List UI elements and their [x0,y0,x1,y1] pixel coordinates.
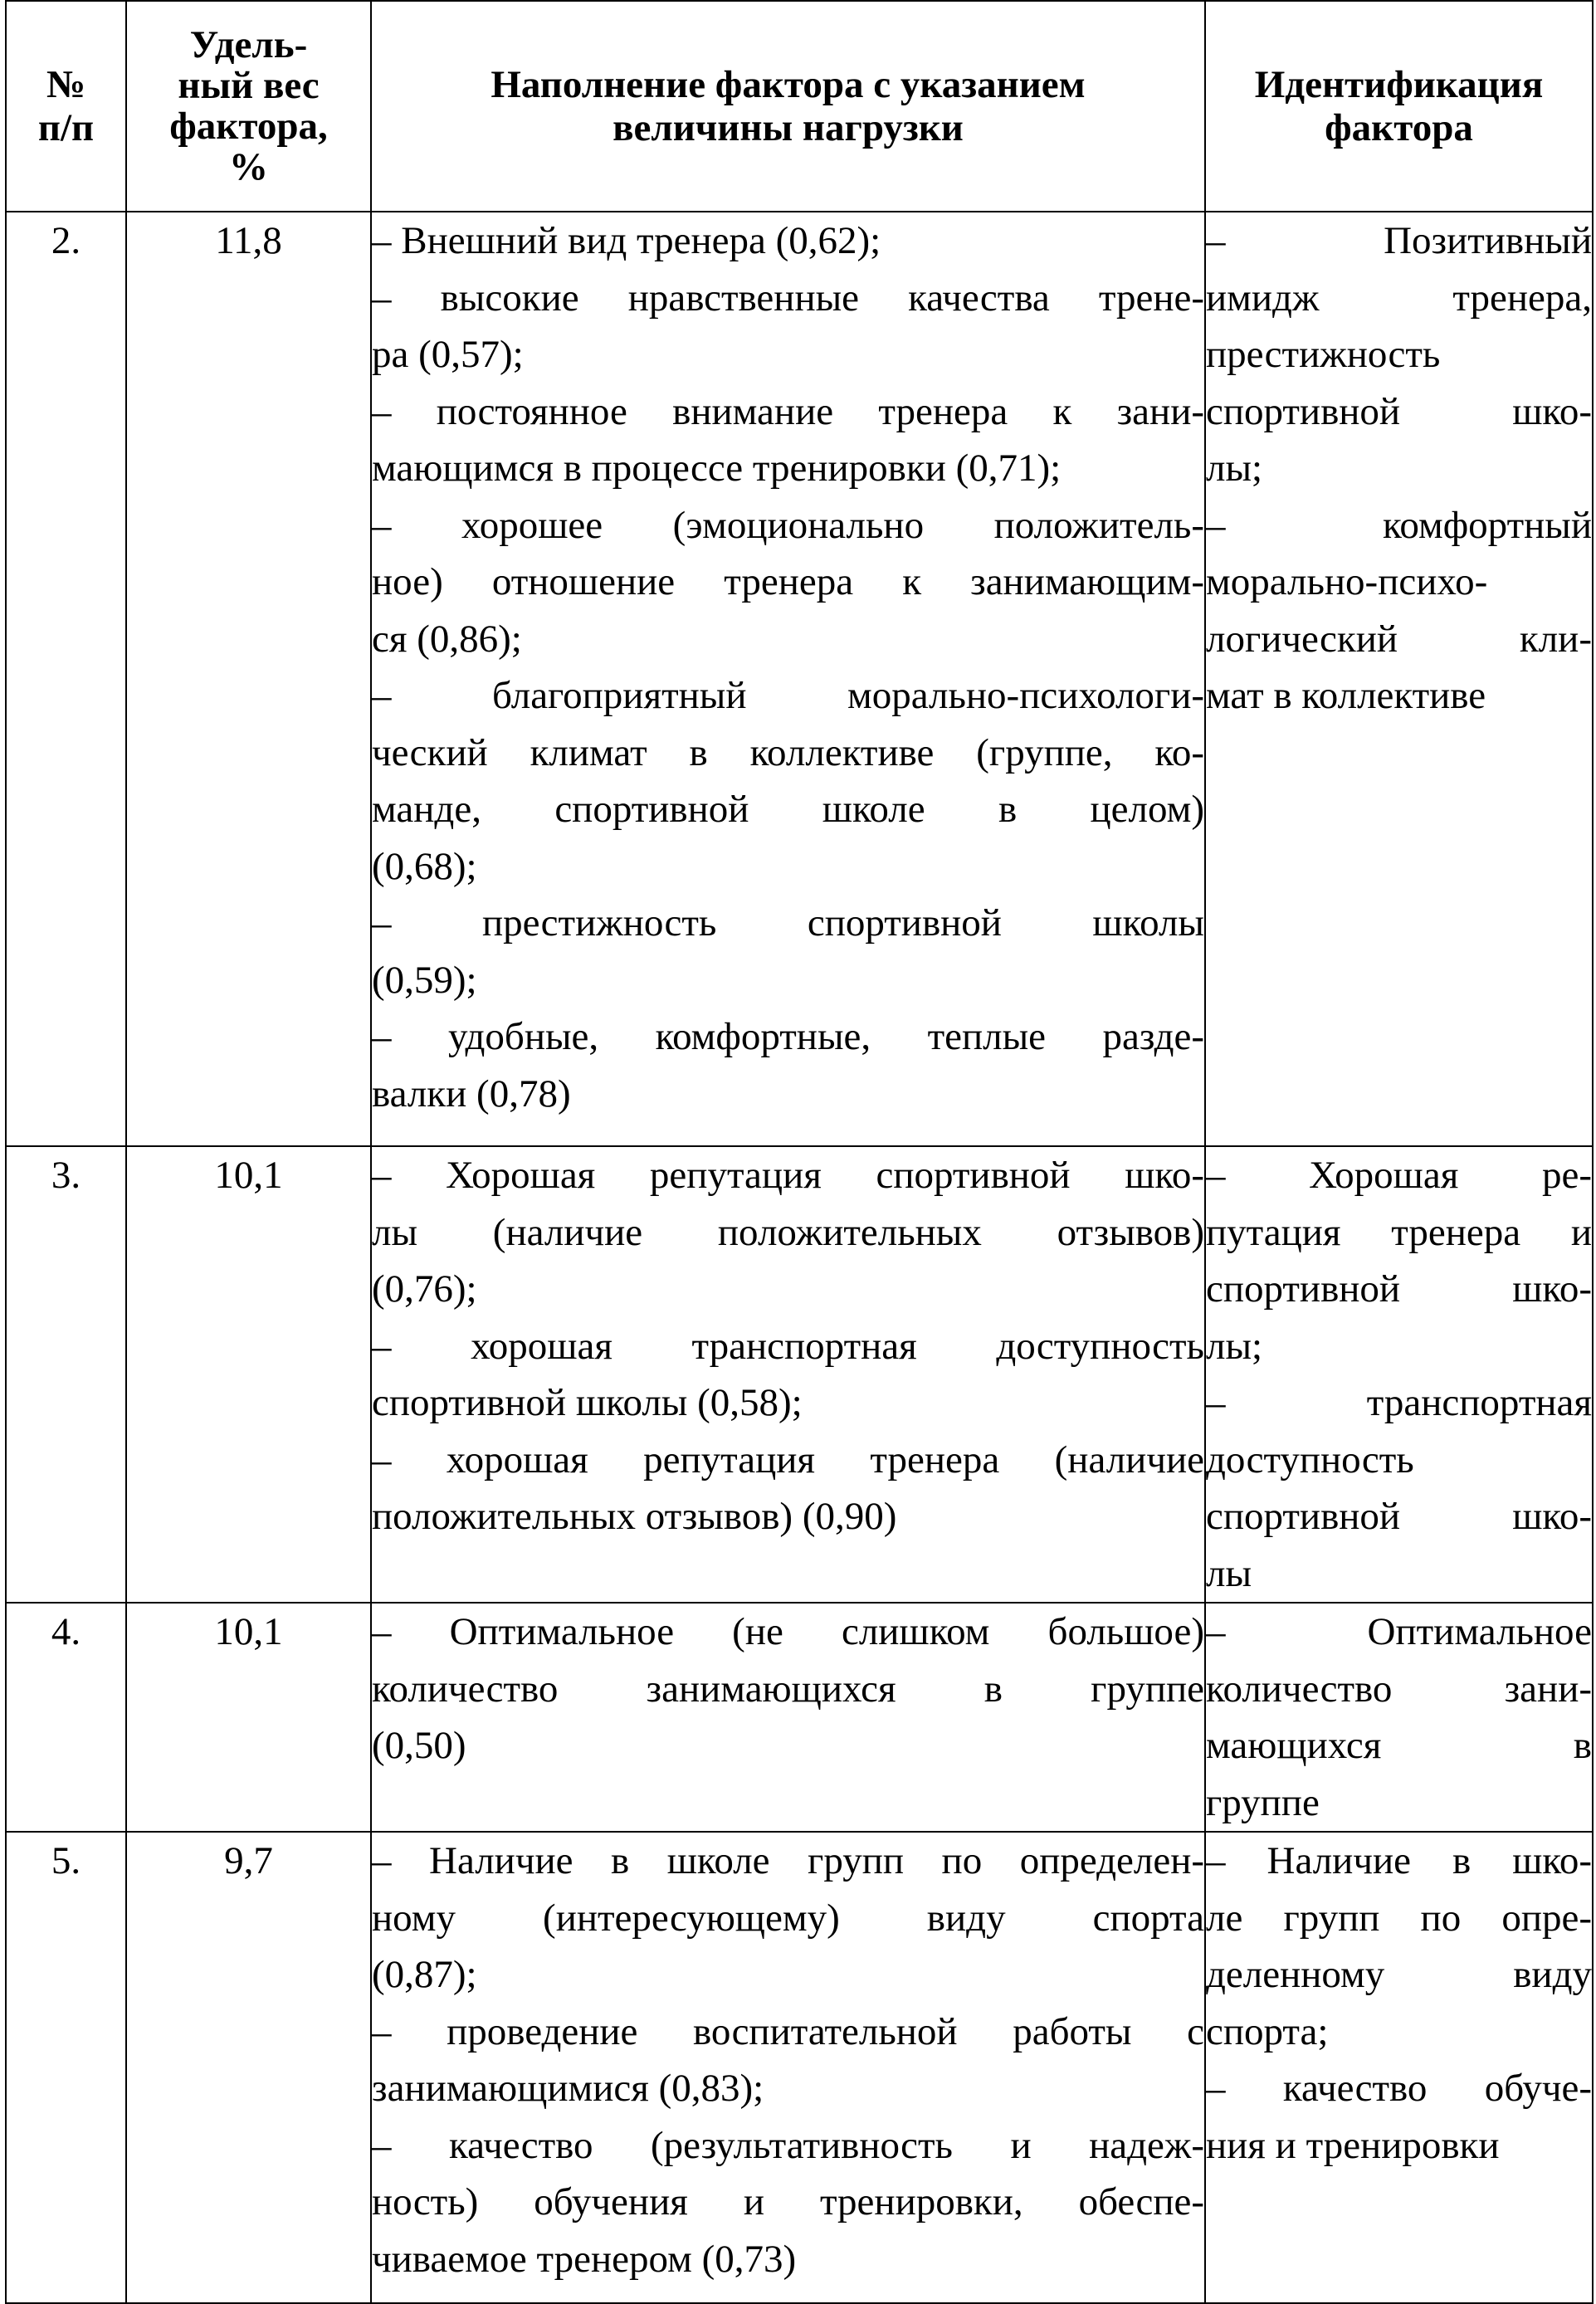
table-body [6,212,1593,2303]
factor-content-line: – высокие нравственные качества трене- [372,276,1204,320]
factor-content-line: ся (0,86); [372,617,522,661]
row-number: 5. [6,1832,126,2303]
factor-identification-line: престижность [1206,333,1441,376]
factor-content-line: ное) отношение тренера к занимающим- [372,560,1204,603]
table-header [6,1,1593,212]
table-row [6,1832,1593,2303]
factor-content-line: (0,87); [372,1953,477,1996]
table-row [6,1146,1593,1603]
factor-identification-line: лы; [1206,447,1263,490]
factor-content-line: занимающимися (0,83); [372,2067,764,2110]
factor-content-line: – удобные, комфортные, теплые разде- [372,1015,1204,1058]
factor-content-line: манде, спортивной школе в целом) [372,788,1204,831]
factor-identification-line: – качество обуче- [1206,2067,1592,2110]
header-row [6,1,1593,212]
factor-content [371,1603,1205,1832]
factor-content-line: (0,59); [372,958,477,1002]
factor-identification-line: – Позитивный [1206,219,1592,262]
factor-content [371,1832,1205,2303]
factor-content-line: (0,76); [372,1267,477,1311]
factor-identification-line: спортивной шко- [1206,1267,1592,1311]
factor-content-line: валки (0,78) [372,1071,571,1115]
factor-content [371,212,1205,1146]
factor-identification-line: спортивной шко- [1206,1495,1592,1538]
factor-content-line: ра (0,57); [372,333,524,376]
factor-identification-line: группе [1206,1780,1320,1824]
factor-weight: 10,1 [126,1603,371,1832]
factor-content-line: – Хорошая репутация спортивной шко- [372,1154,1204,1197]
factor-content [371,1146,1205,1603]
factor-content-line: ность) обучения и тренировки, обеспе- [372,2180,1204,2223]
factor-content-line: количество занимающихся в группе [372,1667,1204,1711]
factor-identification-line: количество зани- [1206,1667,1592,1711]
factor-identification-line: – Оптимальное [1206,1610,1592,1653]
factor-content-line: – хорошая репутация тренера (наличие [372,1438,1204,1481]
factor-content-line: (0,68); [372,844,477,888]
factor-identification-line: путация тренера и [1206,1210,1592,1254]
factor-identification-line: спорта; [1206,2009,1329,2053]
factor-identification [1205,1832,1593,2303]
factor-identification [1205,1146,1593,1603]
factor-identification-line: доступность [1206,1438,1414,1481]
factor-weight: 9,7 [126,1832,371,2303]
factor-identification-line: деленному виду [1206,1953,1592,1996]
factor-identification-line: логический кли- [1206,617,1592,661]
header-weight: Удель- ный вес фактора, % [126,1,371,212]
row-number: 3. [6,1146,126,1603]
factor-identification-line: ния и тренировки [1206,2123,1500,2167]
factor-identification-line: лы [1206,1551,1252,1595]
table-row [6,212,1593,1146]
factor-content-line: (0,50) [372,1724,466,1767]
factor-content-line: спортивной школы (0,58); [372,1381,803,1424]
factor-identification-line: – комфортный [1206,503,1592,547]
factor-identification-line: морально-психо- [1206,560,1488,603]
factor-content-line: – Внешний вид тренера (0,62); [372,219,881,262]
factor-content-line: – постоянное внимание тренера к зани- [372,389,1204,433]
header-content: Наполнение фактора с указанием величины нагрузки [371,1,1205,212]
factor-content-line: – проведение воспитательной работы с [372,2009,1204,2053]
header-num: № п/п [6,1,126,212]
factor-weight: 11,8 [126,212,371,1146]
row-number: 4. [6,1603,126,1832]
factor-content-line: – хорошее (эмоционально положитель- [372,503,1204,547]
factor-identification-line: – Хорошая ре- [1206,1154,1592,1197]
factor-content-line: – хорошая транспортная доступность [372,1324,1204,1368]
factor-content-line: – Наличие в школе групп по определен- [372,1839,1204,1882]
factor-content-line: ному (интересующему) виду спорта [372,1896,1204,1940]
factor-content-line: ческий климат в коллективе (группе, ко- [372,730,1204,774]
factor-identification-line: мающихся в [1206,1724,1592,1767]
header-ident: Идентификация фактора [1205,1,1593,212]
factor-content-line: чиваемое тренером (0,73) [372,2237,797,2281]
row-number: 2. [6,212,126,1146]
factors-table [5,0,1594,2304]
factor-identification-line: – Наличие в шко- [1206,1839,1592,1882]
factor-content-line: лы (наличие положительных отзывов) [372,1210,1204,1254]
factor-content-line: – престижность спортивной школы [372,901,1204,945]
factor-weight: 10,1 [126,1146,371,1603]
factor-content-line: мающимся в процессе тренировки (0,71); [372,447,1062,490]
factor-content-line: – качество (результативность и надеж- [372,2123,1204,2167]
factor-identification [1205,1603,1593,1832]
factor-identification-line: – транспортная [1206,1381,1592,1424]
factor-identification-line: ле групп по опре- [1206,1896,1592,1940]
table-row [6,1603,1593,1832]
factor-content-line: положительных отзывов) (0,90) [372,1495,897,1538]
factor-identification-line: имидж тренера, [1206,276,1592,320]
factor-content-line: – благоприятный морально-психологи- [372,674,1204,717]
factor-content-line: – Оптимальное (не слишком большое) [372,1610,1204,1653]
factor-identification-line: лы; [1206,1324,1263,1368]
factor-identification-line: спортивной шко- [1206,389,1592,433]
document-page [5,0,1592,2304]
factor-identification [1205,212,1593,1146]
factor-identification-line: мат в коллективе [1206,674,1486,717]
